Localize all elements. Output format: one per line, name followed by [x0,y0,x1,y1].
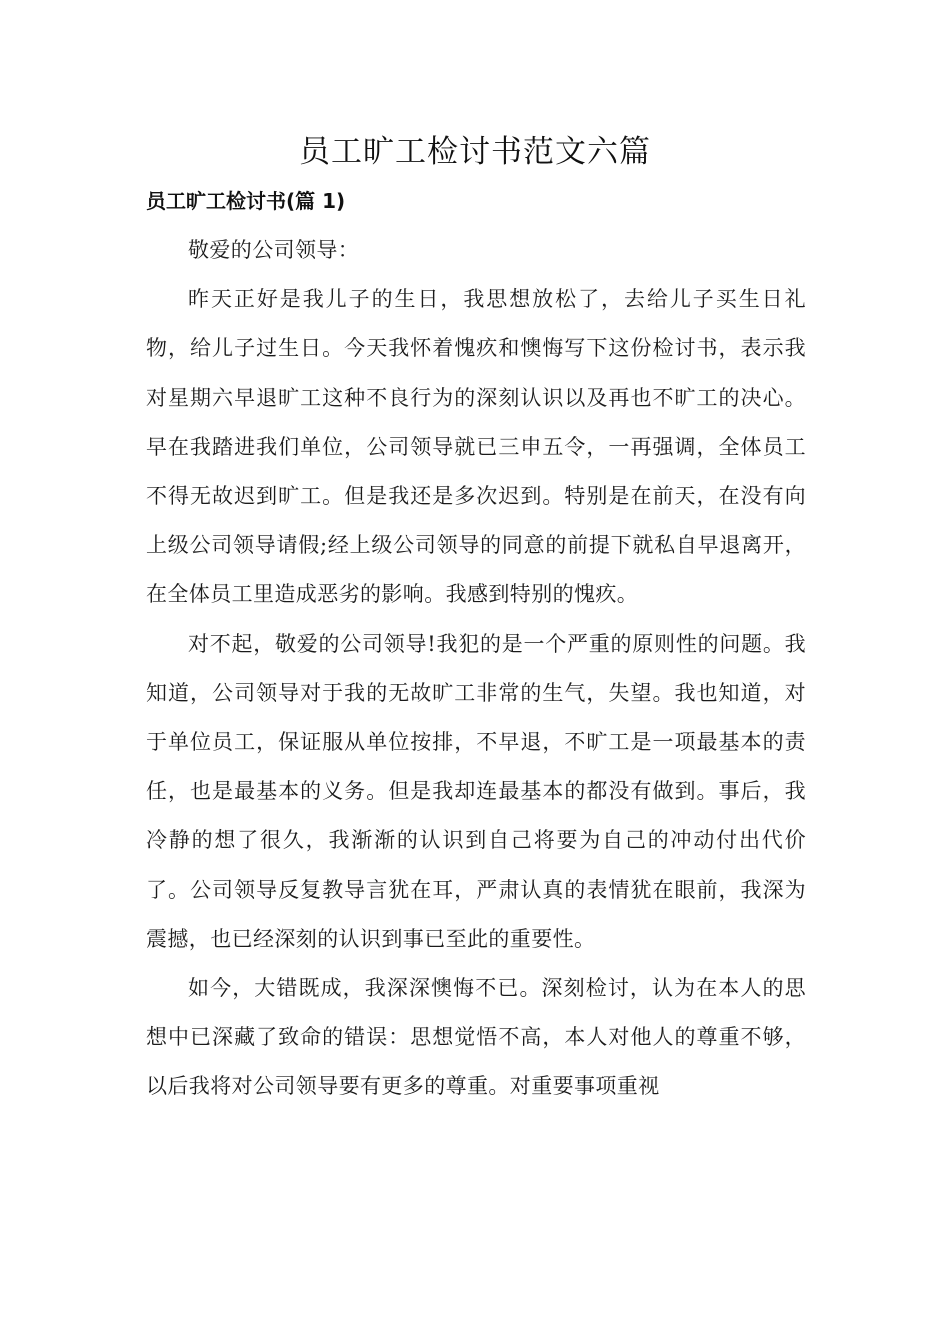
paragraph-2: 对不起，敬爱的公司领导!我犯的是一个严重的原则性的问题。我知道，公司领导对于我的无故旷工非常的生气，失望。我也知道，对于单位员工，保证服从单位按排，不早退，不旷工是一项最基本的责任，也是最基本的义务。但是我却连最基本的都没有做到。事后，我冷静的想了很久，我渐渐的认识到自己将要为自己的冲动付出代价了。公司领导反复教导言犹在耳，严肃认真的表情犹在眼前，我深为震撼，也已经深刻的认识到事已至此的重要性。 [146,631,806,951]
salutation: 敬爱的公司领导： [188,238,360,262]
document-title: 员工旷工检讨书范文六篇 [299,134,651,170]
paragraph-1: 昨天正好是我儿子的生日，我思想放松了，去给儿子买生日礼物，给儿子过生日。今天我怀着愧疚和懊悔写下这份检讨书，表示我对星期六早退旷工这种不良行为的深刻认识以及再也不旷工的决心。早在我踏进我们单位，公司领导就已三申五令，一再强调，全体员工不得无故迟到旷工。但是我还是多次迟到。特别是在前天，在没有向上级公司领导请假;经上级公司领导的同意的前提下就私自早退离开，在全体员工里造成恶劣的影响。我感到特别的愧疚。 [146,287,806,607]
document-body [146,226,806,1112]
paragraph-3: 如今，大错既成，我深深懊悔不已。深刻检讨，认为在本人的思想中已深藏了致命的错误：思想觉悟不高，本人对他人的尊重不够，以后我将对公司领导要有更多的尊重。对重要事项重视 [146,976,806,1099]
section-heading: 员工旷工检讨书(篇 1) [146,189,346,213]
